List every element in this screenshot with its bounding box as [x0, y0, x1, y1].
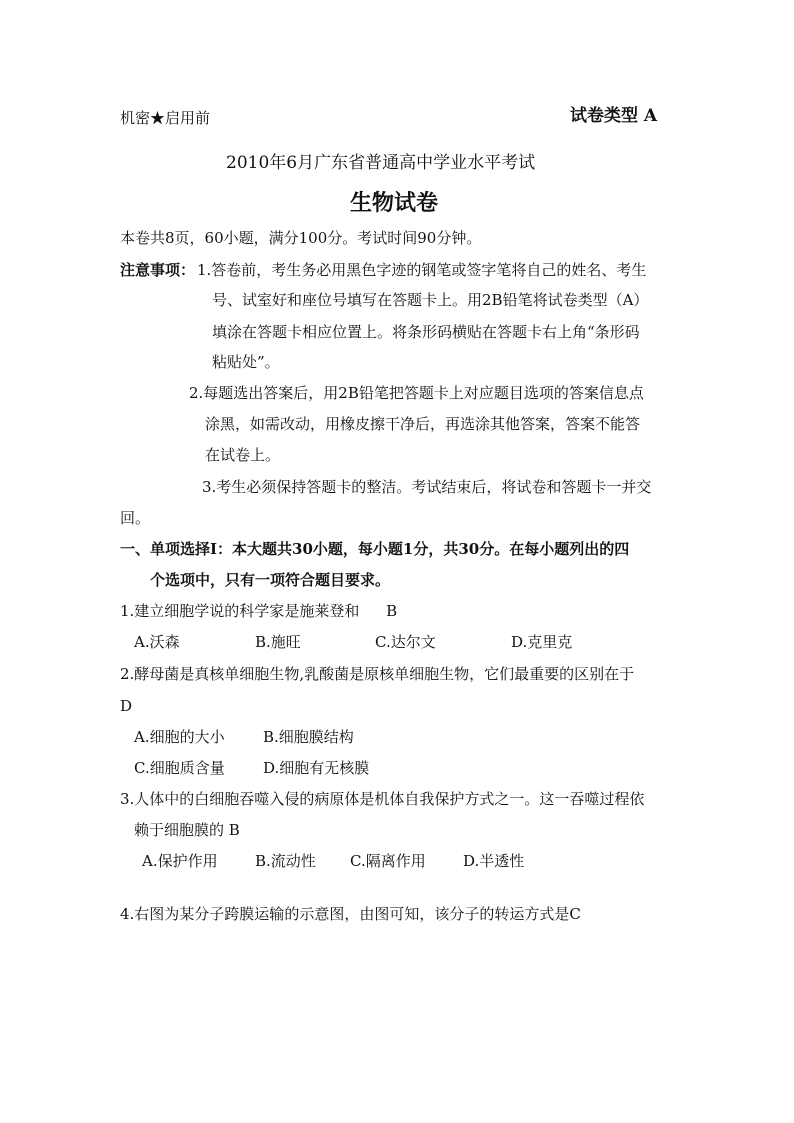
section1-heading-line2: 个选项中，只有一项符合题目要求。	[150, 571, 391, 589]
q4-stem: 4.右图为某分子跨膜运输的示意图，由图可知，该分子的转运方式是C	[120, 905, 581, 923]
paper-type: 试卷类型 A	[570, 106, 658, 126]
q3-stem-line2: 赖于细胞膜的 B	[134, 821, 240, 839]
q1-option-a: A.沃森	[134, 633, 180, 651]
exam-title: 2010年6月广东省普通高中学业水平考试	[226, 153, 536, 173]
notice-item2-line1: 2.每题选出答案后，用2B铅笔把答题卡上对应题目选项的答案信息点	[189, 384, 644, 402]
confidential-mark: 机密★启用前	[120, 109, 211, 127]
notice-item3-line2: 回。	[120, 509, 151, 527]
notice-item1-line4: 粘贴处”。	[212, 353, 280, 371]
q1-option-b: B.施旺	[255, 633, 301, 651]
notice-item1-line1: 1.答卷前，考生务必用黑色字迹的钢笔或签字笔将自己的姓名、考生	[197, 261, 647, 279]
q1-stem	[120, 601, 397, 621]
q2-answer: D	[120, 697, 133, 715]
q3-option-b: B.流动性	[255, 852, 316, 870]
q3-stem-line1: 3.人体中的白细胞吞噬入侵的病原体是机体自我保护方式之一。这一吞噬过程依	[120, 790, 645, 808]
q2-option-d: D.细胞有无核膜	[263, 759, 370, 777]
q1-answer: B	[386, 602, 398, 620]
notice-item3-line1: 3.考生必须保持答题卡的整洁。考试结束后，将试卷和答题卡一并交	[202, 478, 652, 496]
q3-option-c: C.隔离作用	[350, 852, 426, 870]
notice-item2-line3: 在试卷上。	[205, 446, 281, 464]
q2-stem: 2.酵母菌是真核单细胞生物,乳酸菌是原核单细胞生物，它们最重要的区别在于	[120, 665, 635, 683]
q1-option-d: D.克里克	[511, 633, 573, 651]
q2-option-b: B.细胞膜结构	[263, 728, 354, 746]
subject-title: 生物试卷	[350, 190, 439, 216]
q1-stem-text: 1.建立细胞学说的科学家是施莱登和	[120, 602, 360, 620]
notice-item1-line3: 填涂在答题卡相应位置上。将条形码横贴在答题卡右上角“条形码	[212, 323, 640, 341]
exam-intro: 本卷共8页，60小题，满分100分。考试时间90分钟。	[120, 229, 482, 247]
q3-option-d: D.半透性	[463, 852, 525, 870]
notice-item2-line2: 涂黑，如需改动，用橡皮擦干净后，再选涂其他答案，答案不能答	[205, 415, 641, 433]
section1-heading-line1: 一、单项选择Ⅰ：本大题共30小题，每小题1分，共30分。在每小题列出的四	[120, 540, 630, 558]
notice-item1-line2: 号、试室好和座位号填写在答题卡上。用2B铅笔将试卷类型（A）	[212, 291, 649, 309]
q3-option-a: A.保护作用	[142, 852, 218, 870]
notice-label: 注意事项：	[120, 261, 196, 279]
q1-option-c: C.达尔文	[375, 633, 436, 651]
q2-option-c: C.细胞质含量	[134, 759, 225, 777]
q2-option-a: A.细胞的大小	[134, 728, 225, 746]
